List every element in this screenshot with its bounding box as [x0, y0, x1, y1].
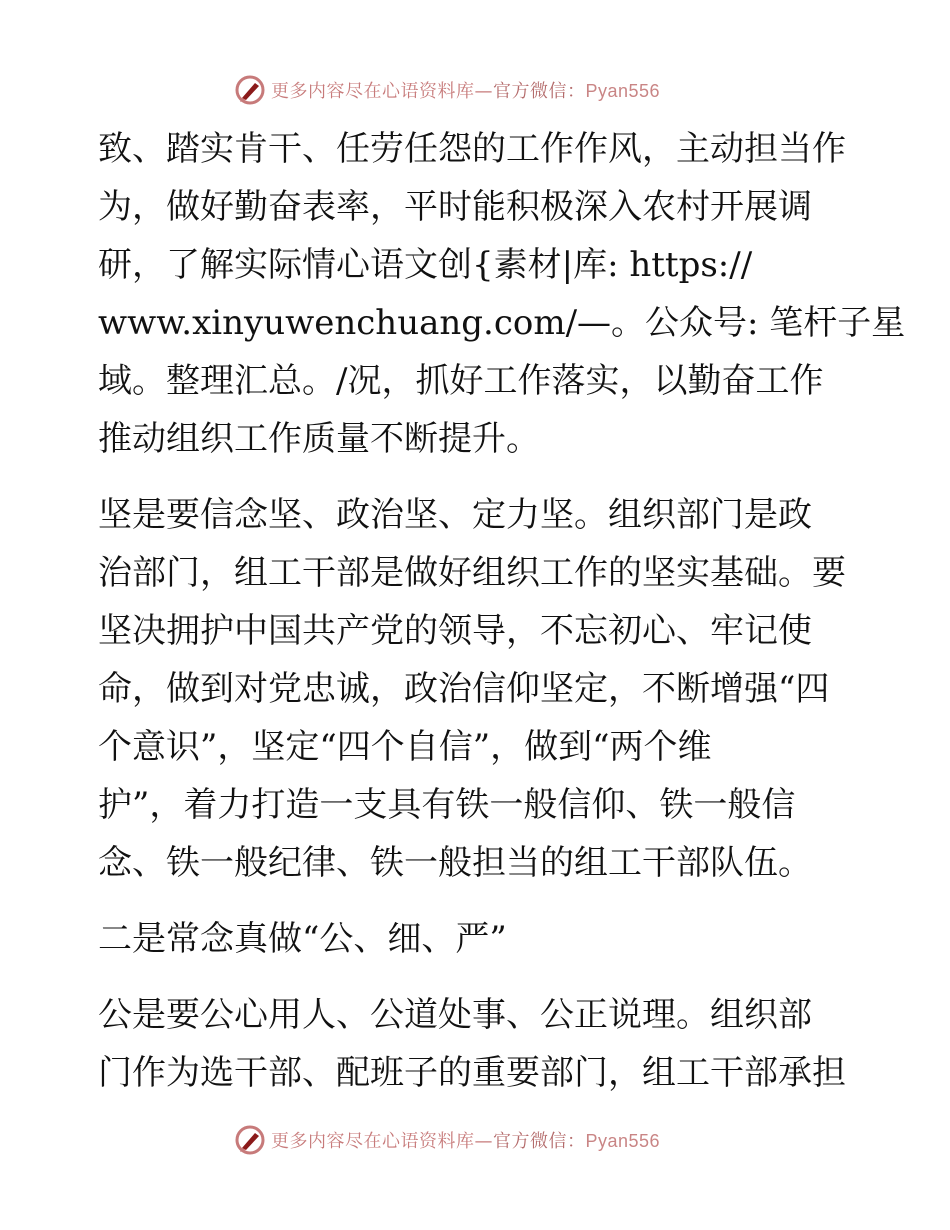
footer-watermark — [233, 1122, 753, 1158]
header-watermark — [233, 72, 753, 108]
text-line: 护”，着力打造一支具有铁一般信仰、铁一般信 — [98, 785, 796, 825]
paragraph — [98, 986, 858, 1102]
paragraph-gap — [98, 468, 858, 486]
text-line: 二是常念真做“公、细、严” — [98, 919, 507, 959]
text-line: 域。整理汇总。/况，抓好工作落实，以勤奋工作 — [98, 361, 824, 401]
text-line: 坚是要信念坚、政治坚、定力坚。组织部门是政 — [98, 495, 812, 535]
text-line: 推动组织工作质量不断提升。 — [98, 419, 540, 459]
text-line: 念、铁一般纪律、铁一般担当的组工干部队伍。 — [98, 843, 812, 883]
watermark-separator: — — [474, 1131, 493, 1152]
watermark-text — [271, 77, 660, 103]
text-line: 为，做好勤奋表率，平时能积极深入农村开展调 — [98, 187, 812, 227]
text-line: 命，做到对党忠诚，政治信仰坚定，不断增强“四 — [98, 669, 830, 709]
watermark-official: 官方微信： — [493, 1131, 586, 1152]
text-line: 治部门，组工干部是做好组织工作的坚实基础。要 — [98, 553, 846, 593]
watermark-text — [271, 1127, 660, 1153]
text-line: 个意识”，坚定“四个自信”，做到“两个维 — [98, 727, 712, 767]
watermark-separator: — — [474, 81, 493, 102]
watermark-main: 更多内容尽在心语资料库 — [271, 81, 475, 102]
paragraph — [98, 486, 858, 892]
pen-logo-icon — [233, 73, 267, 107]
pen-logo-icon — [233, 1123, 267, 1157]
text-line: 门作为选干部、配班子的重要部门，组工干部承担 — [98, 1053, 846, 1093]
text-line: 坚决拥护中国共产党的领导，不忘初心、牢记使 — [98, 611, 812, 651]
text-line: 公是要公心用人、公道处事、公正说理。组织部 — [98, 995, 812, 1035]
paragraph — [98, 120, 906, 468]
watermark-official: 官方微信： — [493, 81, 586, 102]
text-line: 致、踏实肯干、任劳任怨的工作作风，主动担当作 — [98, 129, 846, 169]
text-line: www.xinyuwenchuang.com/—。公众号: 笔杆子星 — [98, 303, 906, 343]
paragraph-gap — [98, 968, 858, 986]
watermark-main: 更多内容尽在心语资料库 — [271, 1131, 475, 1152]
watermark-id: Pyan556 — [585, 81, 661, 101]
text-line: 研，了解实际情心语文创{素材|库: https:// — [98, 245, 753, 285]
section-heading — [98, 910, 858, 968]
paragraph-gap — [98, 892, 858, 910]
watermark-id: Pyan556 — [585, 1131, 661, 1151]
body-text — [98, 120, 906, 1102]
